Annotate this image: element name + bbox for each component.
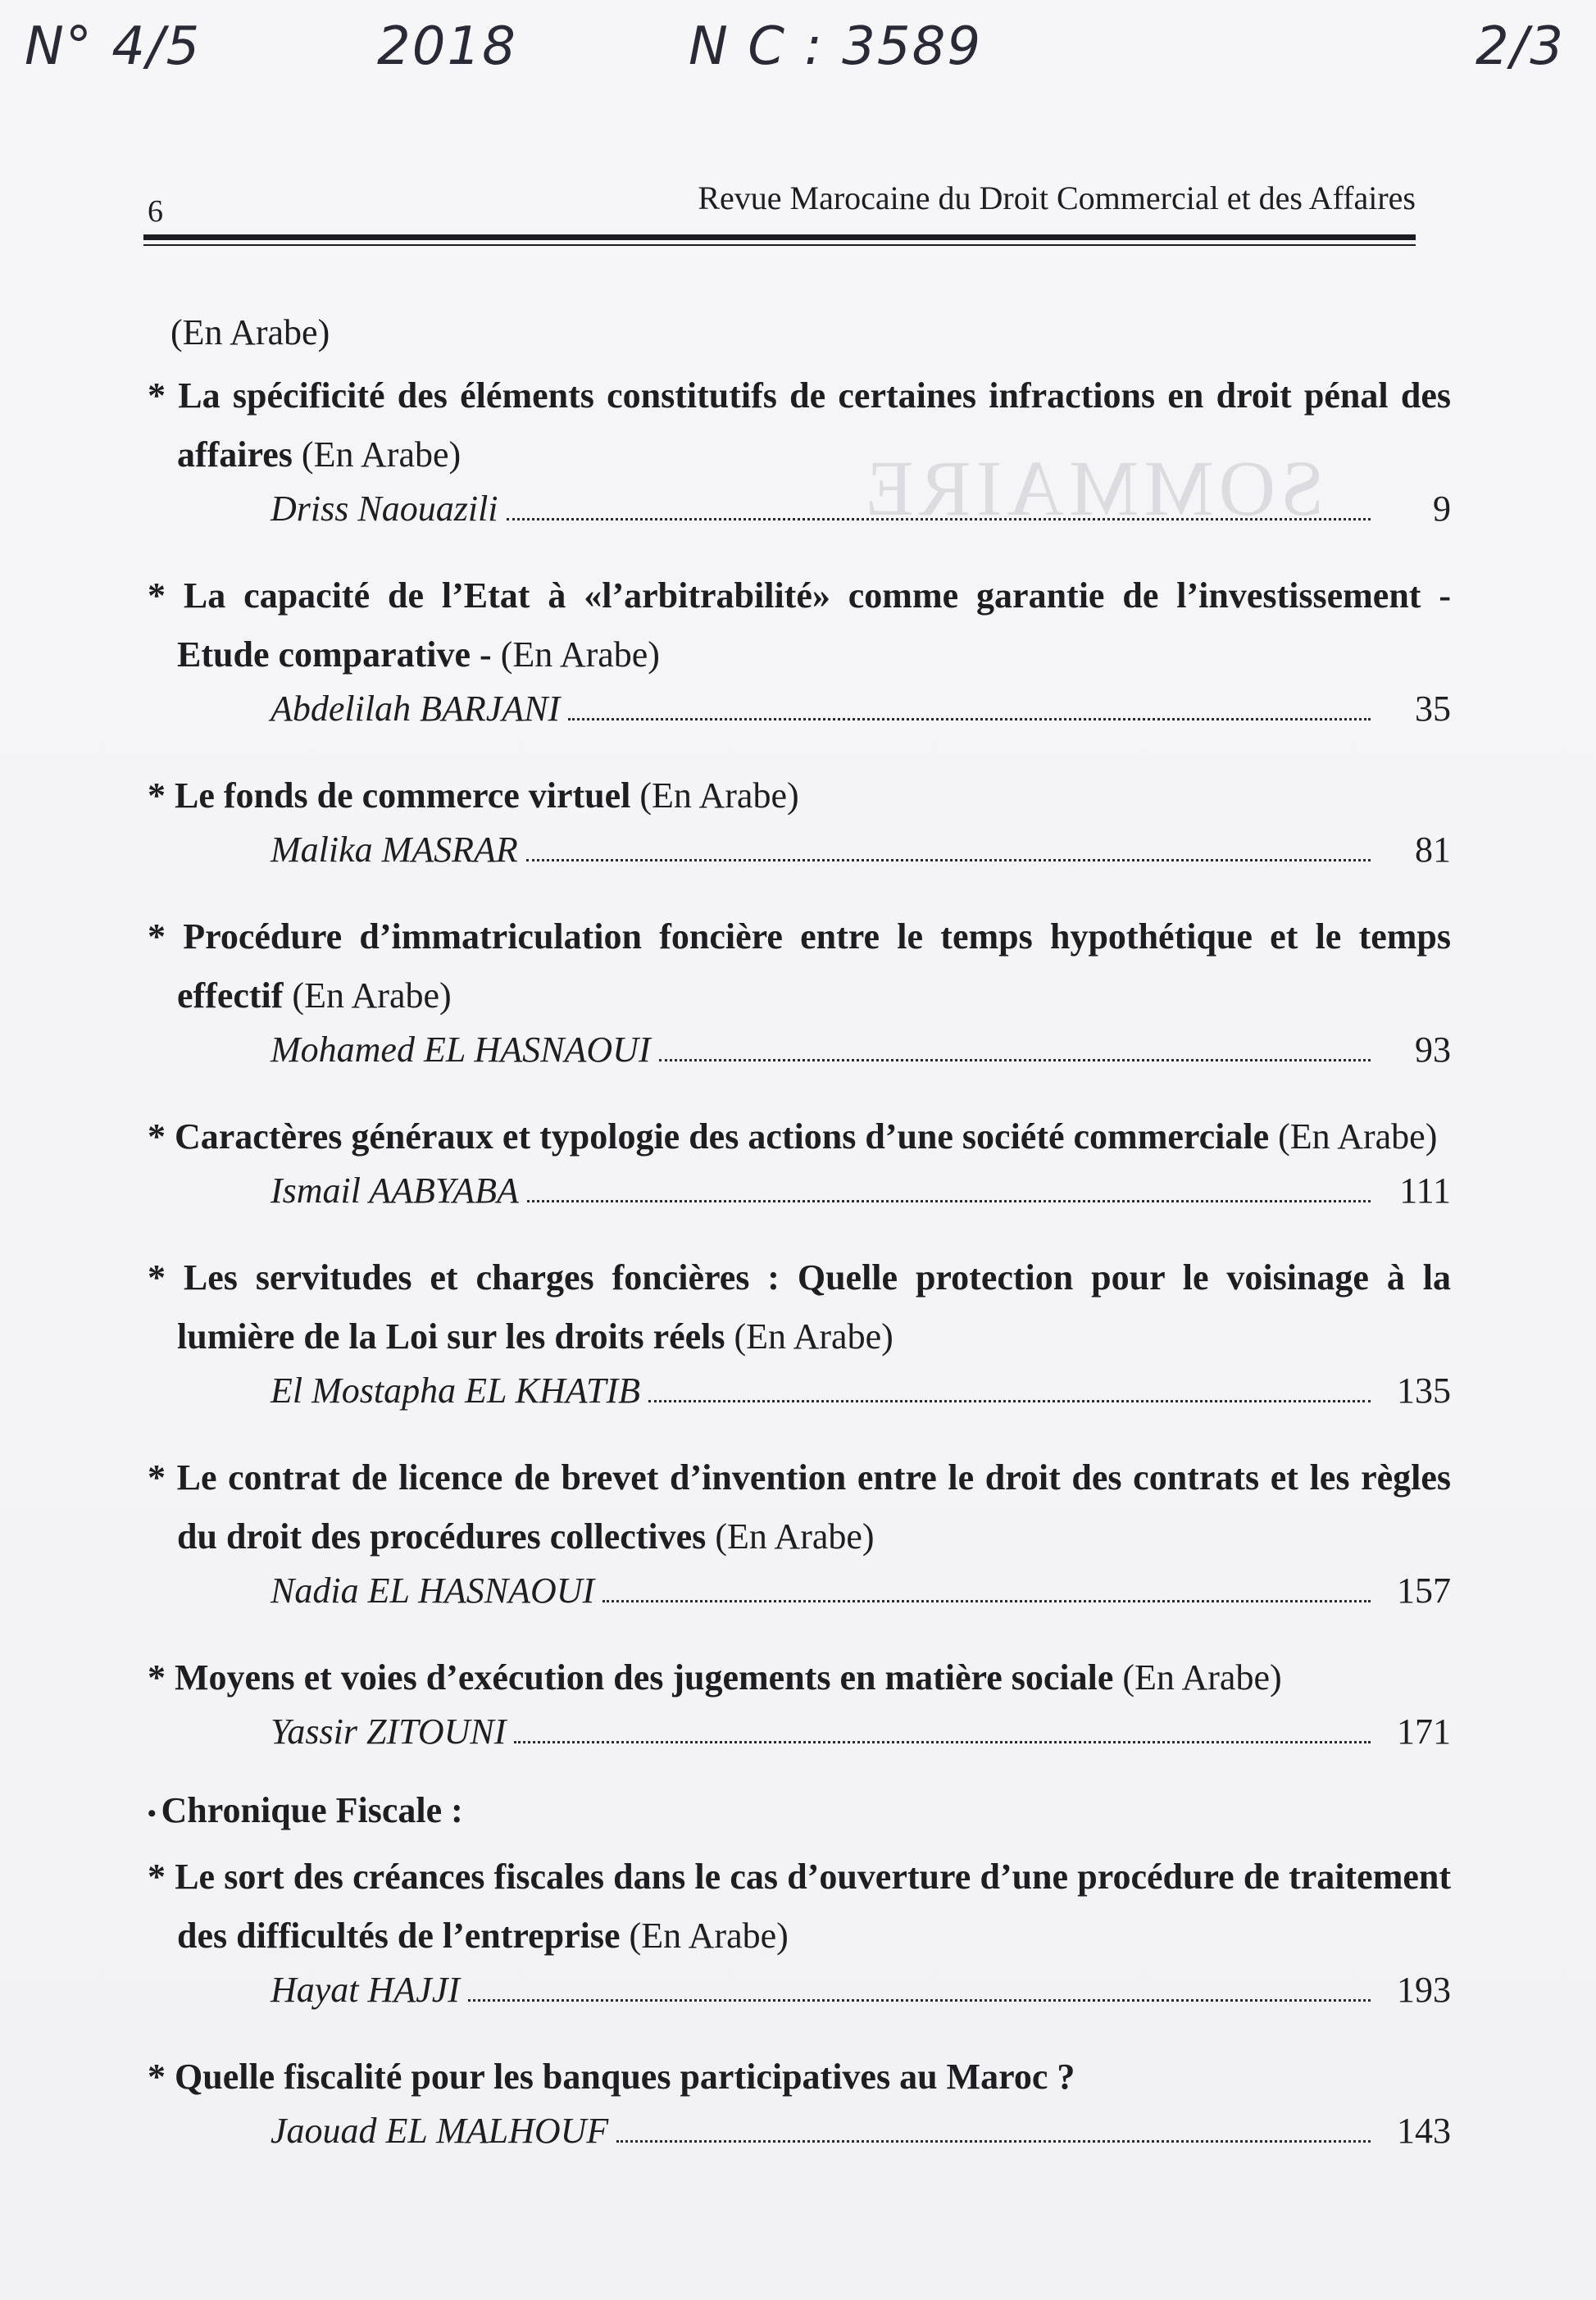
handwritten-fraction: 2/3 xyxy=(1476,16,1565,77)
dot-leader xyxy=(602,1600,1371,1602)
entry-star: * xyxy=(148,1857,166,1897)
entry-title-text: Le contrat de licence de brevet d’invention entre le droit des contrats et les règles du droit des procédures collectives xyxy=(176,1457,1452,1557)
toc-entry xyxy=(148,366,1451,534)
entry-title-text: Le sort des créances fiscales dans le cas d’ouverture d’une procédure de traitement des difficultés de l’entreprise xyxy=(175,1857,1451,1956)
entry-page-number: 81 xyxy=(1415,830,1451,870)
entry-page-number: 171 xyxy=(1397,1711,1451,1752)
dot-leader xyxy=(527,1200,1371,1202)
entry-title-text: Le fonds de commerce virtuel xyxy=(175,775,631,816)
toc-entry xyxy=(148,1848,1451,2015)
entry-star: * xyxy=(148,775,166,816)
dot-leader xyxy=(568,718,1371,720)
table-of-contents xyxy=(148,311,1451,2189)
section-heading xyxy=(148,1789,1451,1831)
journal-title: Revue Marocaine du Droit Commercial et des Affaires xyxy=(698,180,1416,216)
entry-author: El Mostapha EL KHATIB xyxy=(271,1370,641,1411)
entry-author: Malika MASRAR xyxy=(271,830,518,870)
entry-page-number: 135 xyxy=(1397,1370,1451,1411)
toc-entry-title xyxy=(148,1648,1451,1707)
entry-page-number: 93 xyxy=(1415,1030,1451,1070)
entry-language: (En Arabe) xyxy=(629,1916,789,1956)
entry-author: Hayat HAJJI xyxy=(271,1970,460,2010)
author-line xyxy=(271,825,1451,875)
dot-leader xyxy=(659,1059,1371,1061)
toc-entry xyxy=(148,1248,1451,1416)
handwritten-year: 2018 xyxy=(377,16,517,77)
entry-author: Driss Naouazili xyxy=(271,489,498,529)
handwritten-code: N C : 3589 xyxy=(689,16,983,77)
author-line xyxy=(271,2107,1451,2156)
entry-author: Abdelilah BARJANI xyxy=(271,689,561,729)
entry-title-text: Quelle fiscalité pour les banques participatives au Maroc ? xyxy=(175,2057,1075,2097)
entry-title-text: Moyens et voies d’exécution des jugements en matière sociale xyxy=(175,1657,1114,1698)
toc-entry xyxy=(148,1648,1451,1757)
continuation-note: (En Arabe) xyxy=(171,312,330,352)
entry-page-number: 9 xyxy=(1433,489,1451,529)
entry-language: (En Arabe) xyxy=(715,1516,875,1557)
dot-leader xyxy=(526,859,1371,861)
entry-language: (En Arabe) xyxy=(301,434,462,475)
entry-language: (En Arabe) xyxy=(639,775,799,816)
page-number: 6 xyxy=(148,194,163,229)
show-through-decoration: SOMMAIRE xyxy=(861,444,1325,532)
entry-page-number: 111 xyxy=(1399,1170,1451,1211)
toc-entry xyxy=(148,2048,1451,2156)
header-rule xyxy=(143,234,1416,240)
toc-entry-title xyxy=(148,366,1451,484)
entry-language: (En Arabe) xyxy=(734,1316,893,1357)
author-line xyxy=(271,1966,1451,2015)
dot-leader xyxy=(648,1400,1371,1402)
entry-title-text: Les servitudes et charges foncières : Quelle protection pour le voisinage à la lumière de la Loi sur les droits réels xyxy=(177,1257,1452,1357)
entry-language: (En Arabe) xyxy=(500,634,660,675)
toc-entry-title xyxy=(148,766,1451,825)
author-line xyxy=(271,1025,1451,1075)
entry-page-number: 35 xyxy=(1415,689,1451,729)
entry-star: * xyxy=(148,1657,166,1698)
author-line xyxy=(271,1707,1451,1757)
toc-entry-title xyxy=(148,2048,1451,2107)
toc-entry-title xyxy=(148,907,1451,1025)
author-line xyxy=(271,484,1451,534)
dot-leader xyxy=(616,2140,1371,2143)
toc-entry-title xyxy=(148,1848,1451,1966)
section-title: Chronique Fiscale : xyxy=(161,1790,463,1830)
toc-entry xyxy=(148,766,1451,875)
toc-entry-title xyxy=(148,1107,1451,1166)
header-rule-thin xyxy=(143,244,1416,246)
author-line xyxy=(271,1166,1451,1216)
dot-leader xyxy=(514,1741,1371,1743)
author-line xyxy=(271,684,1451,734)
dot-leader xyxy=(507,518,1371,520)
entry-star: * xyxy=(148,1257,166,1298)
entry-page-number: 157 xyxy=(1397,1570,1451,1611)
entry-page-number: 143 xyxy=(1397,2111,1451,2151)
toc-entries xyxy=(148,366,1451,1757)
entry-author: Yassir ZITOUNI xyxy=(271,1711,507,1752)
author-line xyxy=(271,1366,1451,1416)
section-entries xyxy=(148,1848,1451,2156)
author-line xyxy=(271,1566,1451,1616)
toc-entry xyxy=(148,566,1451,734)
entry-title-text: Procédure d’immatriculation foncière entre le temps hypothétique et le temps effectif xyxy=(177,916,1452,1016)
entry-star: * xyxy=(148,375,166,416)
section-bullet: • xyxy=(148,1799,157,1827)
toc-entry xyxy=(148,1448,1451,1616)
handwritten-number: N° 4/5 xyxy=(25,16,202,77)
entry-star: * xyxy=(148,575,166,616)
entry-star: * xyxy=(148,1116,166,1157)
entry-title-text: La capacité de l’Etat à «l’arbitrabilité» comme garantie de l’investissement - Etude comparative - xyxy=(177,575,1451,675)
entry-page-number: 193 xyxy=(1397,1970,1451,2010)
entry-star: * xyxy=(148,2057,166,2097)
entry-language: (En Arabe) xyxy=(1278,1116,1438,1157)
toc-entry-title xyxy=(148,1448,1451,1566)
entry-title-text: Caractères généraux et typologie des actions d’une société commerciale xyxy=(175,1116,1270,1157)
entry-language: (En Arabe) xyxy=(1122,1657,1282,1698)
entry-author: Nadia EL HASNAOUI xyxy=(271,1570,595,1611)
entry-star: * xyxy=(148,1457,166,1498)
entry-title-text: La spécificité des éléments constitutifs de certaines infractions en droit pénal des affaires xyxy=(177,375,1451,475)
entry-author: Mohamed EL HASNAOUI xyxy=(271,1030,651,1070)
entry-author: Jaouad EL MALHOUF xyxy=(271,2111,609,2151)
toc-entry-title xyxy=(148,1248,1451,1366)
entry-language: (En Arabe) xyxy=(292,975,452,1016)
toc-entry-title xyxy=(148,566,1451,684)
entry-author: Ismail AABYABA xyxy=(271,1170,519,1211)
toc-entry xyxy=(148,1107,1451,1216)
entry-star: * xyxy=(148,916,166,957)
toc-entry xyxy=(148,907,1451,1075)
dot-leader xyxy=(468,1999,1371,2002)
